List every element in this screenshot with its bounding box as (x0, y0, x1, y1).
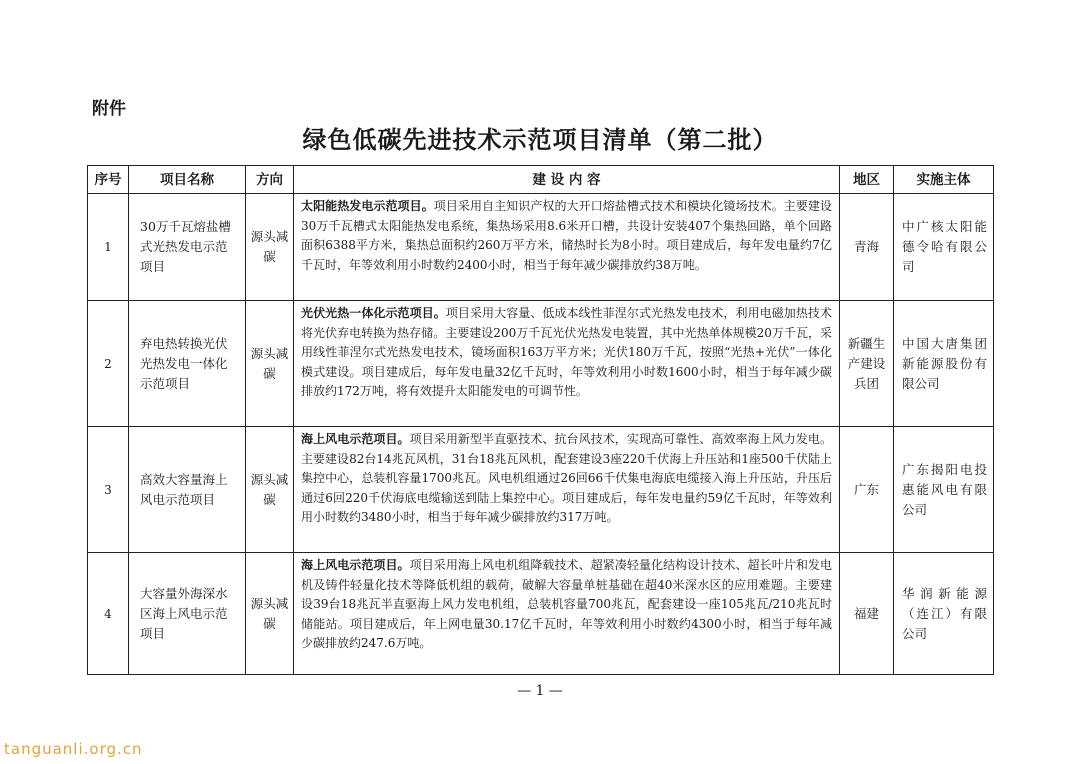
attachment-label: 附件 (92, 99, 126, 119)
project-name: 大容量外海深水区海上风电示范项目 (129, 553, 246, 675)
region: 福建 (840, 553, 894, 675)
project-table (87, 165, 994, 675)
header-entity: 实施主体 (894, 166, 994, 194)
table-row (88, 301, 994, 427)
construction-content (294, 427, 840, 553)
implementing-entity: 华润新能源（连江）有限公司 (894, 553, 994, 675)
content-text: 项目采用新型半直驱技术、抗台风技术，实现高可靠性、高效率海上风力发电。主要建设82台14兆瓦风机，31台18兆瓦风机，配套建设3座220千伏海上升压站和1座500千伏陆上集控中心，总装机容量1700兆瓦。风电机组通过26回66千伏集电海底电缆接入海上升压站，升压后通过6回220千伏海底电缆输送到陆上集控中心。项目建成后，每年发电量约59亿千瓦时，年等效利用小时数约3480小时，相当于每年减少碳排放约317万吨。 (301, 432, 832, 524)
document-title: 绿色低碳先进技术示范项目清单（第二批） (302, 126, 778, 154)
content-lead: 海上风电示范项目。 (301, 558, 410, 572)
table-row (88, 194, 994, 301)
header-region: 地区 (840, 166, 894, 194)
header-no: 序号 (88, 166, 129, 194)
row-no: 3 (88, 427, 129, 553)
row-no: 4 (88, 553, 129, 675)
row-no: 1 (88, 194, 129, 301)
construction-content (294, 301, 840, 427)
implementing-entity: 中广核太阳能德令哈有限公司 (894, 194, 994, 301)
direction: 源头减碳 (246, 301, 294, 427)
project-name: 弃电热转换光伏光热发电一体化示范项目 (129, 301, 246, 427)
content-lead: 光伏光热一体化示范项目。 (301, 306, 446, 320)
watermark: tanguanli.org.cn (4, 740, 143, 758)
construction-content (294, 553, 840, 675)
content-text: 项目采用大容量、低成本线性菲涅尔式光热发电技术，利用电磁加热技术将光伏弃电转换为热存储。主要建设200万千瓦光伏光热发电装置，其中光热单体规模20万千瓦，采用线性菲涅尔式光热发电技术，镜场面积163万平方米；光伏180万千瓦，按照“光热+光伏”一体化模式建设。项目建成后，每年发电量32亿千瓦时，年等效利用小时数1600小时，相当于每年减少碳排放约172万吨，将有效提升太阳能发电的可调节性。 (301, 306, 832, 398)
region: 广东 (840, 427, 894, 553)
table-header-row (88, 166, 994, 194)
content-text: 项目采用自主知识产权的大开口熔盐槽式技术和模块化镜场技术。主要建设30万千瓦槽式太阳能热发电系统，集热场采用8.6米开口槽，共设计安装407个集热回路，单个回路面积6388平方米，集热总面积约260万平方米，储热时长为8小时。项目建成后，每年发电量约7亿千瓦时，年等效利用小时数约2400小时，相当于每年减少碳排放约38万吨。 (301, 199, 832, 272)
page-number: — 1 — (517, 683, 563, 699)
region: 青海 (840, 194, 894, 301)
row-no: 2 (88, 301, 129, 427)
content-lead: 太阳能热发电示范项目。 (301, 199, 434, 213)
direction: 源头减碳 (246, 553, 294, 675)
content-lead: 海上风电示范项目。 (301, 432, 410, 446)
region: 新疆生产建设兵团 (840, 301, 894, 427)
header-direction: 方向 (246, 166, 294, 194)
header-name: 项目名称 (129, 166, 246, 194)
project-name: 高效大容量海上风电示范项目 (129, 427, 246, 553)
implementing-entity: 中国大唐集团新能源股份有限公司 (894, 301, 994, 427)
table-row (88, 553, 994, 675)
header-content: 建 设 内 容 (294, 166, 840, 194)
project-name: 30万千瓦熔盐槽式光热发电示范项目 (129, 194, 246, 301)
direction: 源头减碳 (246, 427, 294, 553)
construction-content (294, 194, 840, 301)
implementing-entity: 广东揭阳电投惠能风电有限公司 (894, 427, 994, 553)
table-row (88, 427, 994, 553)
direction: 源头减碳 (246, 194, 294, 301)
content-text: 项目采用海上风电机组降载技术、超紧凑轻量化结构设计技术、超长叶片和发电机及铸件轻量化技术等降低机组的载荷，破解大容量单桩基础在超40米深水区的应用难题。主要建设39台18兆瓦半直驱海上风力发电机组，总装机容量700兆瓦，配套建设一座105兆瓦/210兆瓦时储能站。项目建成后，年上网电量30.17亿千瓦时，年等效利用小时数约4300小时，相当于每年减少碳排放约247.6万吨。 (301, 558, 832, 650)
